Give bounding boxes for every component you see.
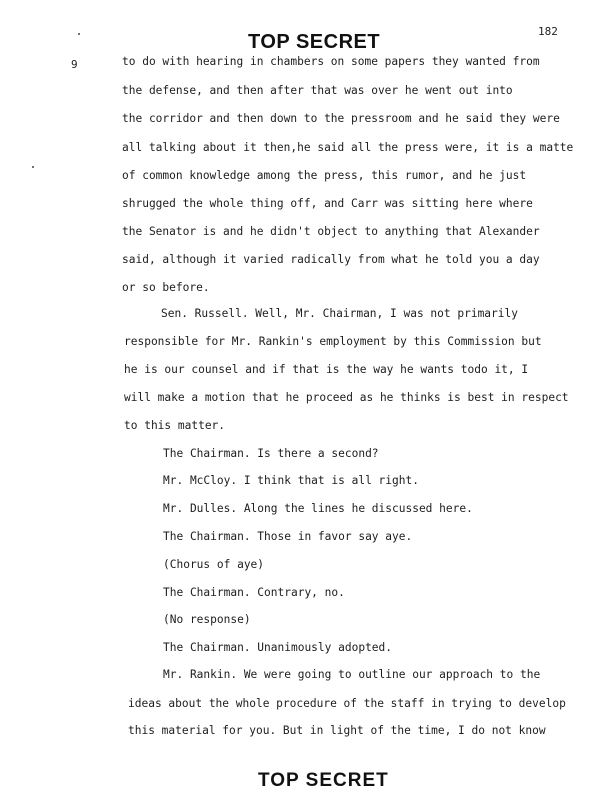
text-line: the Senator is and he didn't object to anything that Alexander bbox=[122, 225, 540, 238]
margin-mark bbox=[78, 33, 80, 35]
text-line: Mr. Dulles. Along the lines he discussed here. bbox=[163, 502, 473, 515]
text-line: of common knowledge among the press, this rumor, and he just bbox=[122, 169, 527, 182]
text-line: Sen. Russell. Well, Mr. Chairman, I was not primarily bbox=[161, 307, 518, 320]
text-line: shrugged the whole thing off, and Carr was sitting here where bbox=[122, 197, 533, 210]
page-number: 182 bbox=[538, 25, 558, 38]
text-line: The Chairman. Is there a second? bbox=[163, 447, 379, 460]
text-line: Mr. Rankin. We were going to outline our approach to the bbox=[163, 668, 541, 681]
text-line: The Chairman. Those in favor say aye. bbox=[163, 530, 413, 543]
text-line: (Chorus of aye) bbox=[163, 558, 265, 571]
classification-footer: TOP SECRET bbox=[258, 770, 389, 791]
text-line: ideas about the whole procedure of the staff in trying to develop bbox=[128, 697, 566, 710]
text-line: the corridor and then down to the pressroom and he said they were bbox=[122, 112, 560, 125]
line-marker: 9 bbox=[71, 58, 78, 71]
text-line: he is our counsel and if that is the way he wants todo it, I bbox=[124, 363, 529, 376]
text-line: (No response) bbox=[163, 613, 251, 626]
text-line: to this matter. bbox=[124, 419, 226, 432]
text-line: responsible for Mr. Rankin's employment by this Commission but bbox=[124, 335, 542, 348]
text-line: all talking about it then,he said all the press were, it is a matte bbox=[122, 141, 574, 154]
text-line: The Chairman. Contrary, no. bbox=[163, 586, 345, 599]
text-line: this material for you. But in light of the time, I do not know bbox=[128, 724, 546, 737]
text-line: or so before. bbox=[122, 281, 210, 294]
classification-header: TOP SECRET bbox=[248, 31, 381, 53]
text-line: Mr. McCloy. I think that is all right. bbox=[163, 474, 419, 487]
margin-mark bbox=[32, 166, 34, 168]
text-line: The Chairman. Unanimously adopted. bbox=[163, 641, 393, 654]
text-line: the defense, and then after that was over he went out into bbox=[122, 84, 513, 97]
text-line: will make a motion that he proceed as he thinks is best in respect bbox=[124, 391, 569, 404]
text-line: to do with hearing in chambers on some papers they wanted from bbox=[122, 55, 540, 68]
text-line: said, although it varied radically from what he told you a day bbox=[122, 253, 540, 266]
